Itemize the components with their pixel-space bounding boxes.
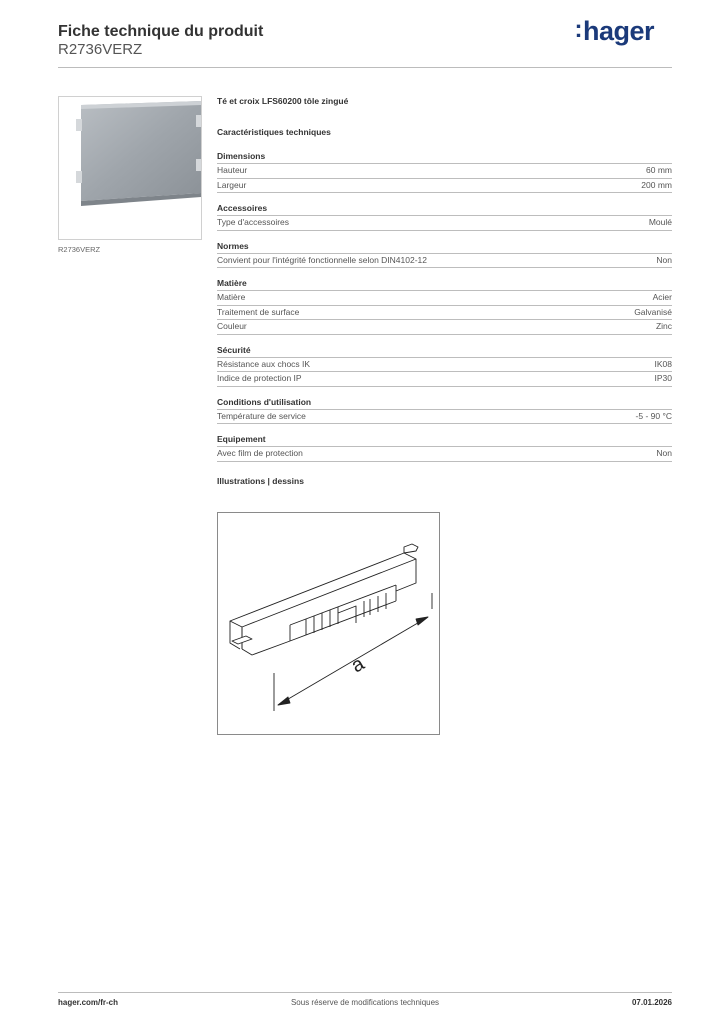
spec-row <box>217 164 672 179</box>
spec-row <box>217 372 672 387</box>
group-title: Matière <box>217 278 672 291</box>
spec-value: 200 mm <box>641 179 672 190</box>
group-accessoires <box>217 203 672 231</box>
spec-label: Largeur <box>217 179 247 190</box>
product-image-caption: R2736VERZ <box>58 245 101 254</box>
product-content <box>217 96 672 486</box>
illustrations-heading: Illustrations | dessins <box>217 475 304 486</box>
spec-row <box>217 447 672 462</box>
spec-value: IP30 <box>654 373 672 383</box>
cable-tray-drawing-icon <box>218 513 439 734</box>
spec-row <box>217 179 672 194</box>
spec-value: Non <box>656 254 672 265</box>
spec-row <box>217 306 672 321</box>
group-matiere <box>217 278 672 335</box>
spec-label: Indice de protection IP <box>217 373 302 383</box>
dimension-label: a <box>347 652 369 678</box>
spec-row <box>217 291 672 306</box>
spec-label: Température de service <box>217 410 306 421</box>
spec-label: Couleur <box>217 321 247 331</box>
header-divider <box>58 67 672 68</box>
group-normes <box>217 241 672 269</box>
document-title: Fiche technique du produit <box>58 23 264 40</box>
spec-value: Galvanisé <box>634 306 672 317</box>
spec-value: Acier <box>652 292 672 302</box>
spec-row <box>217 320 672 335</box>
group-dimensions <box>217 151 672 193</box>
spec-label: Type d'accessoires <box>217 217 290 227</box>
spec-row <box>217 216 672 231</box>
spec-value: 60 mm <box>646 165 672 175</box>
spec-row <box>217 254 672 269</box>
group-title: Sécurité <box>217 345 672 358</box>
product-title: Té et croix LFS60200 tôle zingué <box>217 96 349 106</box>
spec-value: Moulé <box>648 217 672 227</box>
group-title: Dimensions <box>217 151 672 164</box>
document-header <box>58 22 263 59</box>
footer-notice: Sous réserve de modifications techniques <box>290 998 440 1007</box>
spec-value: IK08 <box>654 358 672 369</box>
spec-value: -5 - 90 °C <box>635 410 672 421</box>
technical-drawing <box>217 512 440 735</box>
group-conditions <box>217 397 672 425</box>
spec-row <box>217 358 672 373</box>
footer-website-link[interactable]: hager.com/fr-ch <box>58 998 119 1007</box>
spec-value: Non <box>656 448 672 458</box>
logo-text: hager <box>582 16 654 46</box>
group-title: Conditions d'utilisation <box>217 397 672 410</box>
spec-label: Traitement de surface <box>217 306 300 317</box>
group-title: Equipement <box>217 434 672 447</box>
spec-value: Zinc <box>655 321 672 331</box>
product-image <box>58 96 202 240</box>
spec-label: Matière <box>217 292 246 302</box>
footer-date: 07.01.2026 <box>631 998 672 1007</box>
spec-label: Avec film de protection <box>217 448 303 458</box>
group-title: Accessoires <box>217 203 672 216</box>
hager-logo <box>574 16 654 47</box>
spec-label: Résistance aux chocs IK <box>217 358 311 369</box>
group-equipement <box>217 434 672 462</box>
spec-row <box>217 410 672 425</box>
tech-characteristics-heading: Caractéristiques techniques <box>217 127 331 137</box>
logo-colon-icon: : <box>574 16 582 43</box>
group-title: Normes <box>217 241 672 254</box>
product-reference: R2736VERZ <box>58 41 143 58</box>
product-photo-icon <box>59 97 201 239</box>
spec-label: Convient pour l'intégrité fonctionnelle selon DIN4102-12 <box>217 254 428 265</box>
group-securite <box>217 345 672 387</box>
spec-label: Hauteur <box>217 165 248 175</box>
footer-divider <box>58 992 672 993</box>
